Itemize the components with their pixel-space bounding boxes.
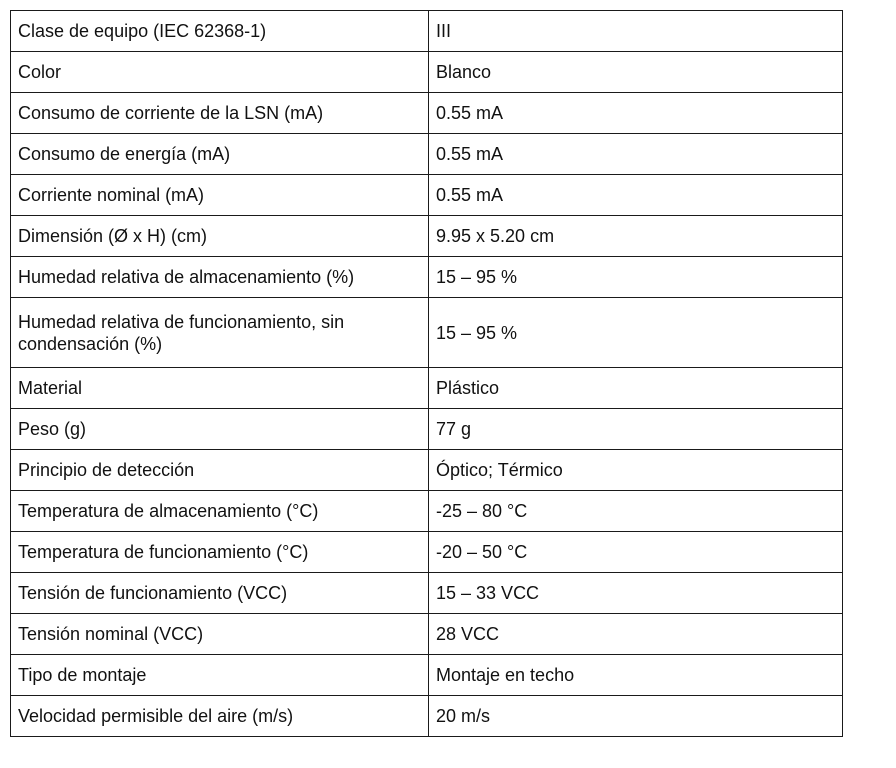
spec-label: Temperatura de almacenamiento (°C) (11, 491, 429, 532)
table-row (11, 93, 843, 134)
table-row (11, 52, 843, 93)
table-row (11, 368, 843, 409)
table-row (11, 614, 843, 655)
spec-value: 0.55 mA (429, 175, 843, 216)
table-row (11, 298, 843, 368)
spec-value: 77 g (429, 409, 843, 450)
spec-value: Blanco (429, 52, 843, 93)
spec-table (10, 10, 843, 737)
table-row (11, 257, 843, 298)
spec-table-body (11, 11, 843, 737)
spec-label: Humedad relativa de almacenamiento (%) (11, 257, 429, 298)
table-row (11, 573, 843, 614)
spec-value: III (429, 11, 843, 52)
spec-label: Consumo de energía (mA) (11, 134, 429, 175)
spec-value: 0.55 mA (429, 93, 843, 134)
spec-value: -20 – 50 °C (429, 532, 843, 573)
spec-value: 15 – 95 % (429, 257, 843, 298)
spec-value: 20 m/s (429, 696, 843, 737)
table-row (11, 409, 843, 450)
spec-label: Tensión nominal (VCC) (11, 614, 429, 655)
spec-value: Plástico (429, 368, 843, 409)
spec-label: Principio de detección (11, 450, 429, 491)
spec-value: Óptico; Térmico (429, 450, 843, 491)
table-row (11, 11, 843, 52)
table-row (11, 450, 843, 491)
table-row (11, 696, 843, 737)
table-row (11, 655, 843, 696)
spec-value: 15 – 33 VCC (429, 573, 843, 614)
spec-label: Color (11, 52, 429, 93)
spec-label: Velocidad permisible del aire (m/s) (11, 696, 429, 737)
spec-label: Tipo de montaje (11, 655, 429, 696)
table-row (11, 134, 843, 175)
spec-value: 9.95 x 5.20 cm (429, 216, 843, 257)
spec-value: Montaje en techo (429, 655, 843, 696)
spec-value: 0.55 mA (429, 134, 843, 175)
spec-label: Dimensión (Ø x H) (cm) (11, 216, 429, 257)
spec-label: Corriente nominal (mA) (11, 175, 429, 216)
spec-value: 15 – 95 % (429, 298, 843, 368)
spec-value: 28 VCC (429, 614, 843, 655)
spec-label: Clase de equipo (IEC 62368-1) (11, 11, 429, 52)
spec-label: Humedad relativa de funcionamiento, sin condensación (%) (11, 298, 429, 368)
table-row (11, 216, 843, 257)
spec-value: -25 – 80 °C (429, 491, 843, 532)
table-row (11, 532, 843, 573)
spec-label: Material (11, 368, 429, 409)
table-row (11, 491, 843, 532)
spec-label: Tensión de funcionamiento (VCC) (11, 573, 429, 614)
spec-label: Peso (g) (11, 409, 429, 450)
spec-label: Consumo de corriente de la LSN (mA) (11, 93, 429, 134)
spec-label: Temperatura de funcionamiento (°C) (11, 532, 429, 573)
table-row (11, 175, 843, 216)
